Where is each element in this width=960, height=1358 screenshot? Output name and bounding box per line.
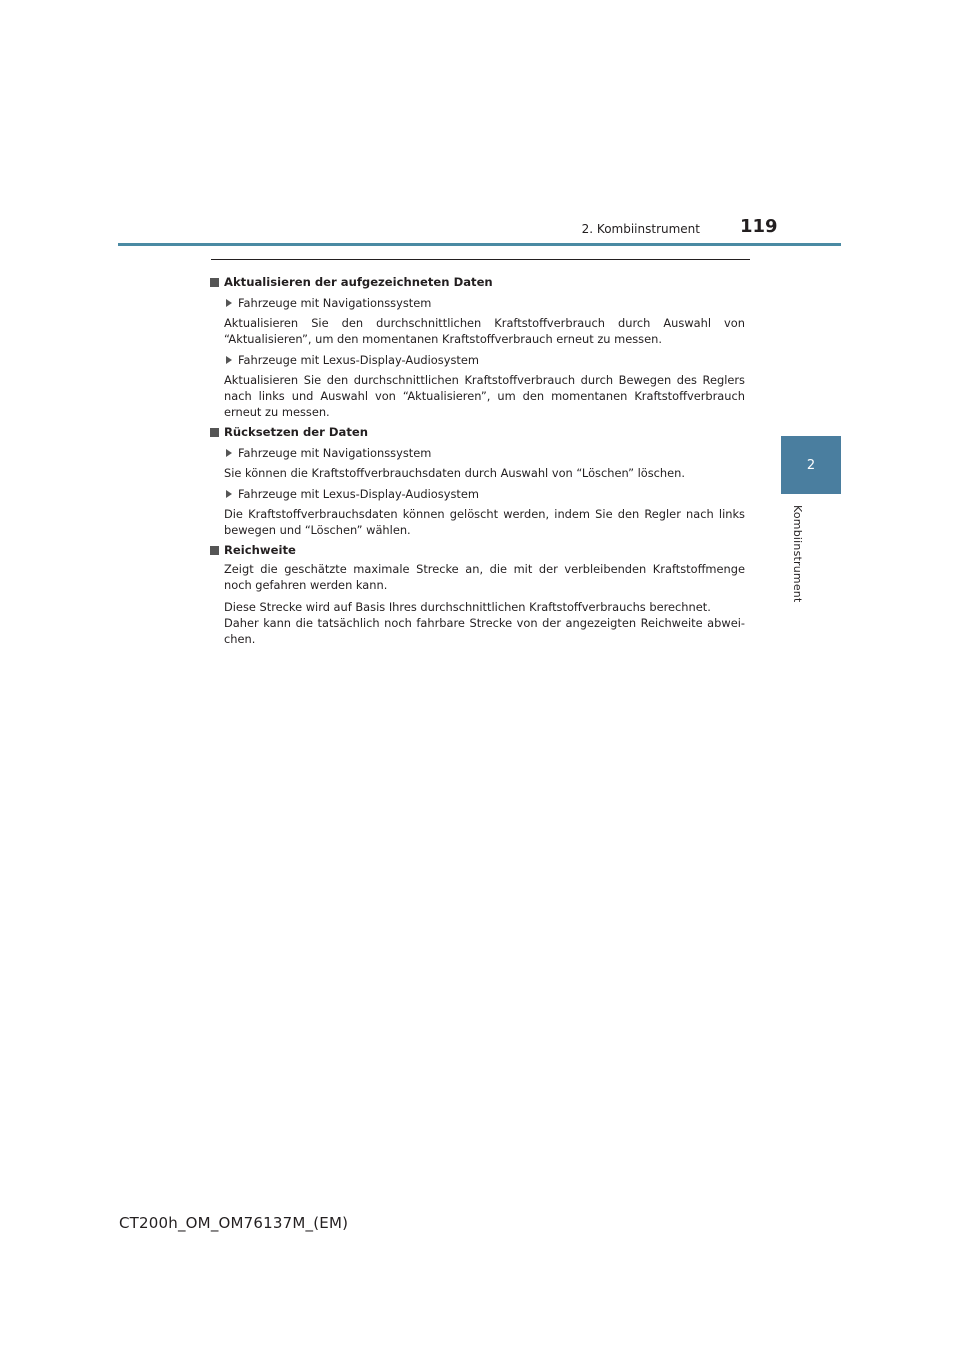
chapter-tab-label: Kombiinstrument	[791, 505, 804, 603]
chapter-tab	[781, 436, 841, 494]
section-heading-text: Rücksetzen der Daten	[224, 425, 368, 439]
body-paragraph: Zeigt die geschätzte maximale Strecke an, die mit der verbleibenden Kraftstoffmenge noch gefahren werden kann.	[224, 562, 745, 592]
content-rule	[211, 259, 750, 260]
section-heading	[210, 274, 745, 290]
section-heading-text: Reichweite	[224, 543, 296, 557]
triangle-right-icon	[226, 356, 232, 364]
document-code: CT200h_OM_OM76137M_(EM)	[119, 1214, 349, 1232]
sub-heading-text: Fahrzeuge mit Lexus-Display-Audiosystem	[238, 487, 479, 501]
body-paragraph: Diese Strecke wird auf Basis Ihres durchschnittlichen Kraftstoffverbrauchs berechnet.	[224, 600, 711, 614]
section-heading-text: Aktualisieren der aufgezeichneten Daten	[224, 275, 493, 289]
body-paragraph: Aktualisieren Sie den durchschnittlichen Kraftstoffverbrauch durch Bewegen des Reglers nach links und Auswahl von “Aktualisieren”, um den momentanen Kraftstoffverbrauch erneut zu messen.	[224, 373, 745, 419]
section-heading	[210, 424, 745, 440]
page-number: 119	[740, 216, 778, 237]
square-bullet-icon	[210, 428, 219, 437]
sub-heading	[226, 486, 745, 502]
sub-heading	[226, 295, 745, 311]
page-content	[210, 270, 745, 651]
body-paragraph: Daher kann die tatsächlich noch fahrbare Strecke von der angezeigten Reichweite abwei-chen.	[224, 616, 745, 646]
triangle-right-icon	[226, 490, 232, 498]
square-bullet-icon	[210, 546, 219, 555]
sub-heading	[226, 445, 745, 461]
section-heading	[210, 542, 745, 558]
sub-heading-text: Fahrzeuge mit Lexus-Display-Audiosystem	[238, 353, 479, 367]
triangle-right-icon	[226, 299, 232, 307]
body-paragraph: Sie können die Kraftstoffverbrauchsdaten durch Auswahl von “Löschen” löschen.	[224, 466, 685, 480]
sub-heading	[226, 352, 745, 368]
body-paragraph: Die Kraftstoffverbrauchsdaten können gelöscht werden, indem Sie den Regler nach links bewegen und “Löschen” wählen.	[224, 507, 745, 537]
triangle-right-icon	[226, 449, 232, 457]
body-paragraph: Aktualisieren Sie den durchschnittlichen Kraftstoffverbrauch durch Auswahl von “Aktualisieren”, um den momentanen Kraftstoffverbrauch erneut zu messen.	[224, 316, 745, 346]
chapter-title: 2. Kombiinstrument	[581, 222, 700, 236]
square-bullet-icon	[210, 278, 219, 287]
header-rule	[118, 243, 841, 246]
chapter-tab-number: 2	[806, 457, 816, 473]
sub-heading-text: Fahrzeuge mit Navigationssystem	[238, 296, 432, 310]
sub-heading-text: Fahrzeuge mit Navigationssystem	[238, 446, 432, 460]
